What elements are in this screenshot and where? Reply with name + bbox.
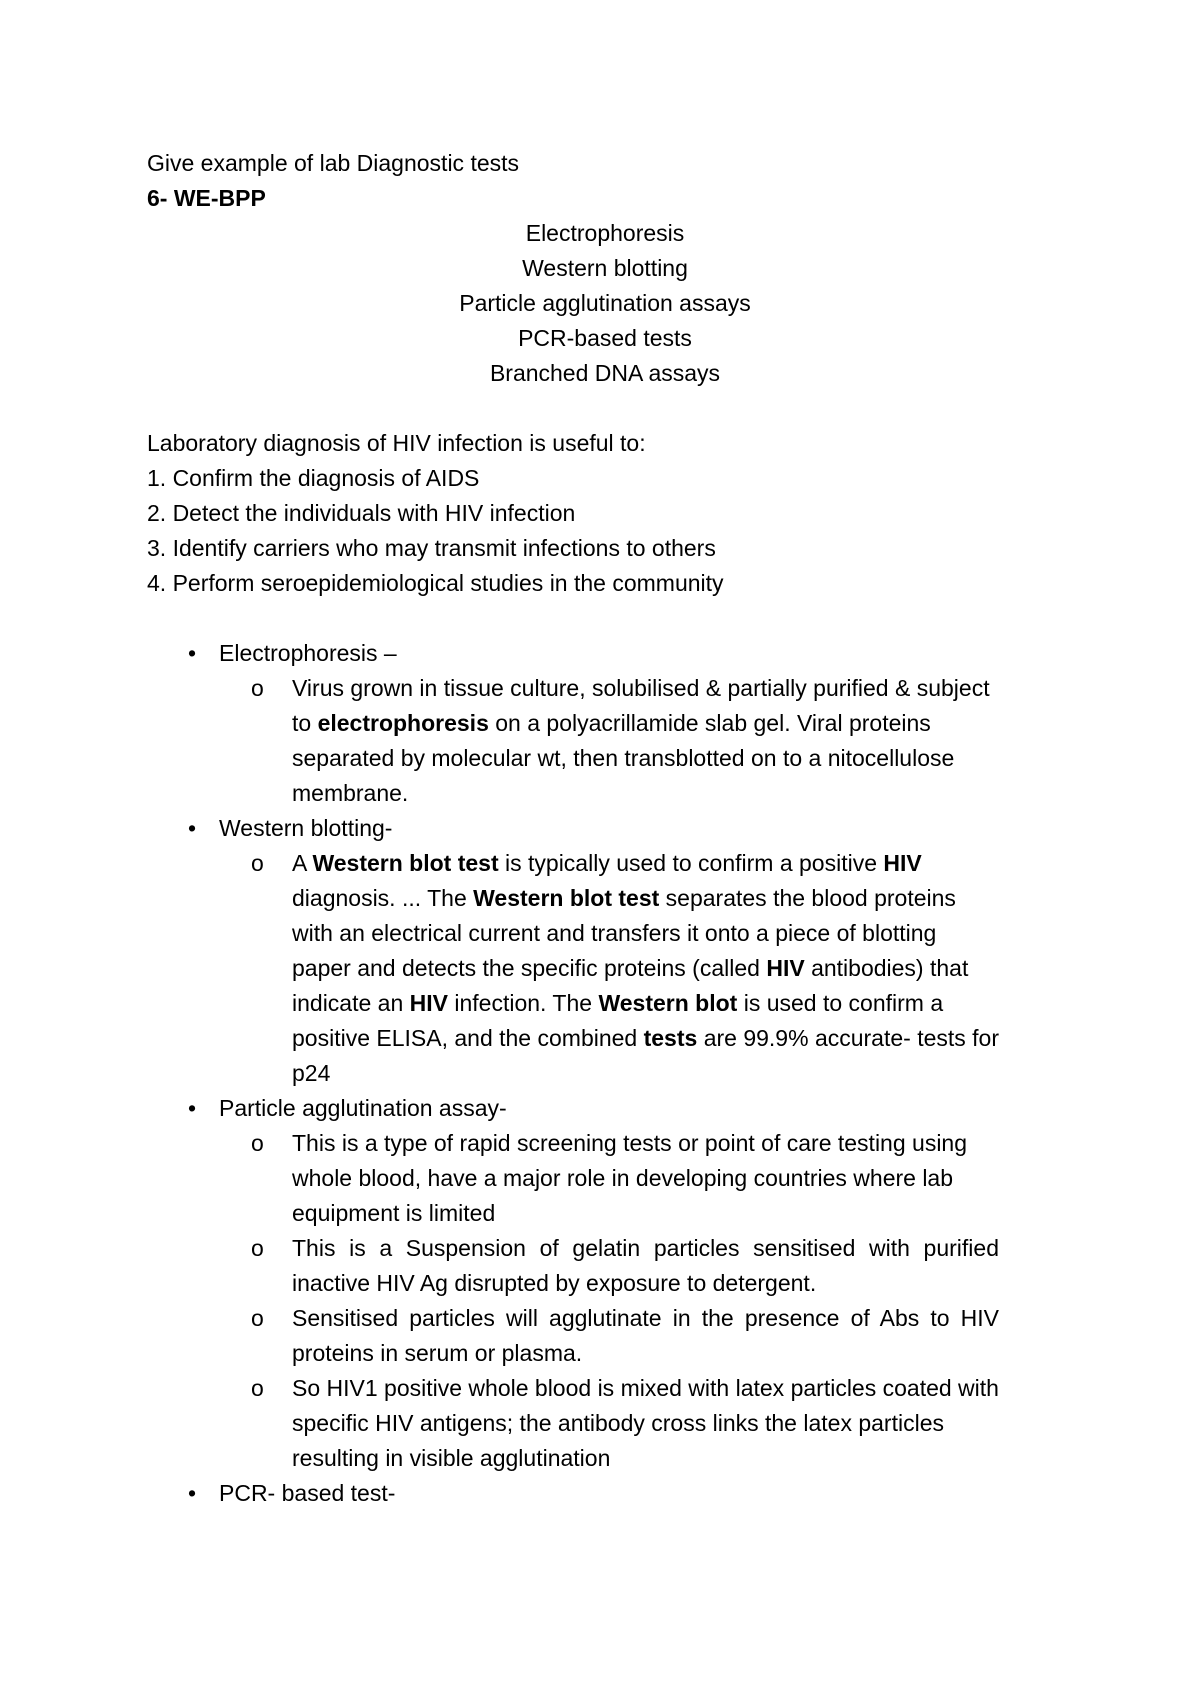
bullet-item <box>147 811 1067 1091</box>
test-item: Western blotting <box>522 255 688 281</box>
bullet-icon: • <box>187 815 197 841</box>
bullet-label: PCR- based test- <box>219 1480 396 1506</box>
sub-item-text <box>292 1231 999 1301</box>
bold-term: HIV <box>766 955 805 981</box>
usefulness-intro: Laboratory diagnosis of HIV infection is useful to: <box>147 430 646 456</box>
sub-item <box>219 1301 999 1371</box>
usefulness-item: 3. Identify carriers who may transmit infections to others <box>147 535 716 561</box>
bullet-item <box>147 1091 1067 1476</box>
bullet-label: Western blotting- <box>219 815 393 841</box>
bullet-label: Particle agglutination assay- <box>219 1095 507 1121</box>
text-run: This is a Suspension of gelatin particles sensitised with purified inactive HIV Ag disrupted by exposure to detergent. <box>292 1235 999 1296</box>
bullet-icon: • <box>187 1095 197 1121</box>
bullet-label: Electrophoresis – <box>219 640 397 666</box>
text-run: Virus grown in tissue culture, solubilised & partially purified & subject to <box>292 675 990 736</box>
section-heading: 6- WE-BPP <box>147 185 266 211</box>
bold-term: HIV <box>883 850 922 876</box>
usefulness-item: 2. Detect the individuals with HIV infection <box>147 500 576 526</box>
blank-line <box>147 391 1067 426</box>
test-item: PCR-based tests <box>518 325 692 351</box>
document-body <box>147 146 1067 1511</box>
text-run: Sensitised particles will agglutinate in the presence of Abs to HIV proteins in serum or plasma. <box>292 1305 999 1366</box>
intro-line: Give example of lab Diagnostic tests <box>147 150 520 176</box>
bold-term: Western blot test <box>312 850 499 876</box>
sub-item <box>219 1371 999 1476</box>
sub-item-text <box>292 1301 999 1371</box>
bold-term: Western blot <box>598 990 738 1016</box>
usefulness-item: 1. Confirm the diagnosis of AIDS <box>147 465 480 491</box>
sub-bullet-icon: o <box>251 850 264 876</box>
sub-bullet-icon: o <box>251 1235 264 1261</box>
sub-item <box>219 846 999 1091</box>
bullet-icon: • <box>187 640 197 666</box>
text-run: infection. The <box>447 990 599 1016</box>
sub-item-text <box>292 1371 999 1476</box>
sub-item-text <box>292 1126 999 1231</box>
bold-term: electrophoresis <box>317 710 489 736</box>
text-run: is typically used to confirm a positive <box>498 850 884 876</box>
test-descriptions-list <box>147 636 1067 1511</box>
sub-list <box>219 846 1067 1091</box>
bullet-icon: • <box>187 1480 197 1506</box>
text-run: separates the blood proteins with an electrical current and transfers it onto a piece of blotting paper and detects the specific proteins (called <box>292 885 956 981</box>
sub-item-text <box>292 671 999 811</box>
sub-bullet-icon: o <box>251 1130 264 1156</box>
text-run: on a polyacrillamide slab gel. Viral proteins separated by molecular wt, then transblotted on to a nitocellulose membrane. <box>292 710 955 806</box>
text-run: A <box>292 850 313 876</box>
bullet-item <box>147 636 1067 811</box>
text-run: So HIV1 positive whole blood is mixed with latex particles coated with specific HIV antigens; the antibody cross links the latex particles resulting in visible agglutination <box>292 1375 999 1471</box>
text-run: is used to confirm a positive ELISA, and the combined <box>292 990 944 1051</box>
usefulness-item: 4. Perform seroepidemiological studies in the community <box>147 570 724 596</box>
sub-item <box>219 1126 999 1231</box>
bullet-item <box>147 1476 1067 1511</box>
tests-list <box>147 216 1063 391</box>
bold-term: HIV <box>409 990 448 1016</box>
sub-bullet-icon: o <box>251 1305 264 1331</box>
text-run: are 99.9% accurate- tests for p24 <box>292 1025 1000 1086</box>
test-item: Particle agglutination assays <box>459 290 751 316</box>
text-run: diagnosis. ... The <box>292 885 474 911</box>
sub-list <box>219 1126 1067 1476</box>
bold-term: tests <box>643 1025 698 1051</box>
text-run: antibodies) that indicate an <box>292 955 969 1016</box>
bold-term: Western blot test <box>473 885 660 911</box>
sub-list <box>219 671 1067 811</box>
test-item: Branched DNA assays <box>489 360 721 386</box>
sub-item-text <box>292 846 999 1091</box>
blank-line <box>147 601 1067 636</box>
test-item: Electrophoresis <box>525 220 685 246</box>
sub-item <box>219 1231 999 1301</box>
text-run: This is a type of rapid screening tests or point of care testing using whole blood, have a major role in developing countries where lab equipment is limited <box>292 1130 968 1226</box>
sub-bullet-icon: o <box>251 1375 264 1401</box>
sub-bullet-icon: o <box>251 675 264 701</box>
sub-item <box>219 671 999 811</box>
